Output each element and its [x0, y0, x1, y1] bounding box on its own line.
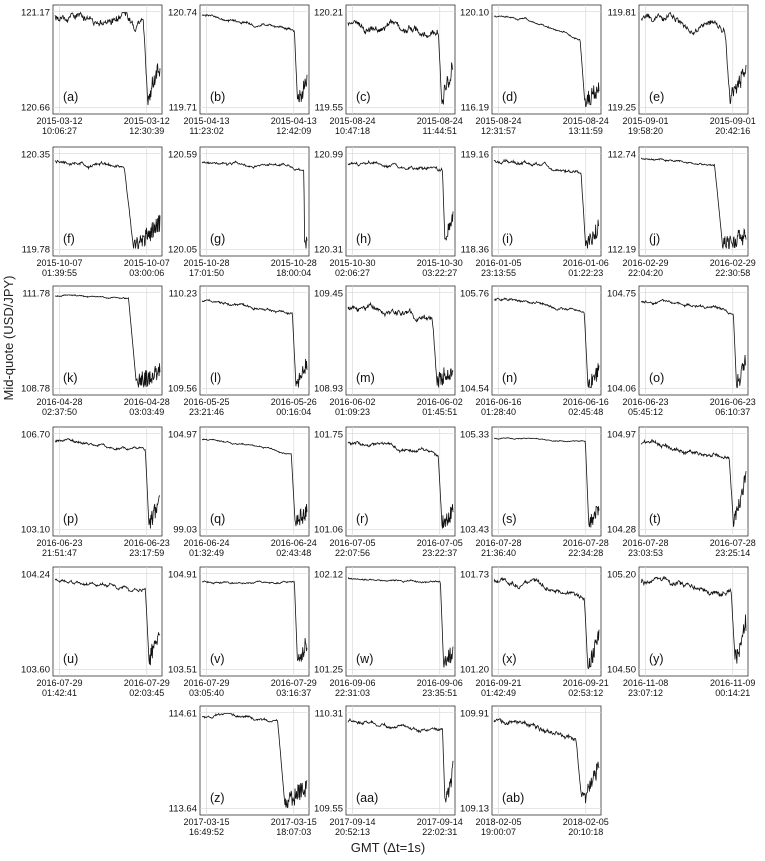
- panel-p: [21, 427, 170, 558]
- x-tick-start: 2017-09-14 20:52:13: [329, 817, 376, 837]
- y-tick-min: 104.06: [606, 383, 636, 395]
- y-tick-max: 104.24: [20, 569, 50, 581]
- panel-r: [314, 427, 463, 558]
- x-tick-end: 2017-03-15 18:07:03: [270, 817, 317, 837]
- panel-c: [314, 5, 463, 136]
- panel-s: [460, 427, 609, 558]
- y-tick-min: 101.20: [459, 664, 489, 676]
- x-tick-start: 2016-11-08 23:07:12: [622, 678, 669, 698]
- panel-letter: (c): [356, 90, 371, 104]
- x-tick-start: 2015-09-01 19:58:20: [622, 116, 669, 136]
- x-tick-start: 2016-04-28 02:37:50: [36, 397, 83, 417]
- x-tick-start: 2017-03-15 16:49:52: [183, 817, 230, 837]
- x-tick-start: 2015-04-13 11:23:02: [183, 116, 230, 136]
- panel-aa: [314, 706, 463, 837]
- x-tick-start: 2015-08-24 10:47:18: [329, 116, 376, 136]
- panel-letter: (m): [356, 371, 375, 385]
- y-tick-max: 104.75: [606, 288, 636, 300]
- x-tick-start: 2015-03-12 10:06:27: [36, 116, 83, 136]
- y-tick-min: 119.55: [314, 102, 343, 114]
- panel-letter: (a): [63, 90, 79, 104]
- y-tick-min: 116.19: [460, 102, 489, 114]
- panel-letter: (y): [649, 652, 664, 666]
- panel-ab: [460, 706, 609, 837]
- y-tick-max: 104.91: [167, 569, 197, 581]
- y-tick-min: 104.28: [606, 524, 636, 536]
- x-tick-end: 2016-07-05 23:22:37: [416, 538, 463, 558]
- y-tick-max: 110.23: [168, 288, 197, 300]
- x-tick-end: 2016-07-28 22:34:28: [562, 538, 609, 558]
- x-tick-end: 2016-06-16 02:45:48: [562, 397, 609, 417]
- y-tick-min: 112.19: [607, 244, 636, 256]
- y-tick-min: 104.54: [459, 383, 489, 395]
- panel-letter: (aa): [356, 791, 379, 805]
- y-tick-max: 111.78: [22, 288, 50, 300]
- y-tick-min: 101.06: [313, 524, 343, 536]
- y-tick-min: 113.64: [168, 803, 197, 815]
- y-tick-min: 108.93: [313, 383, 343, 395]
- y-tick-max: 105.33: [459, 429, 489, 441]
- y-tick-max: 110.31: [314, 708, 343, 720]
- x-tick-start: 2016-06-24 01:32:49: [183, 538, 230, 558]
- y-tick-max: 101.75: [313, 429, 343, 441]
- x-tick-end: 2016-09-21 02:53:12: [562, 678, 609, 698]
- panel-letter: (t): [649, 512, 661, 526]
- x-tick-end: 2016-06-02 01:45:51: [416, 397, 463, 417]
- x-tick-start: 2015-10-28 17:01:50: [183, 258, 230, 278]
- panel-x: [460, 567, 609, 698]
- y-tick-min: 103.10: [20, 524, 50, 536]
- panel-letter: (r): [356, 512, 369, 526]
- panel-letter: (i): [502, 232, 514, 246]
- y-tick-max: 120.35: [20, 149, 50, 161]
- y-tick-max: 106.70: [20, 429, 50, 441]
- panel-letter: (e): [649, 90, 665, 104]
- panel-grid: [21, 5, 756, 837]
- x-tick-end: 2016-07-29 03:16:37: [270, 678, 317, 698]
- panel-letter: (b): [210, 90, 226, 104]
- panel-letter: (x): [502, 652, 517, 666]
- panel-letter: (ab): [502, 791, 525, 805]
- panel-a: [21, 5, 170, 136]
- panel-letter: (j): [649, 232, 661, 246]
- panel-j: [608, 147, 756, 278]
- x-tick-end: 2015-10-30 03:22:27: [416, 258, 463, 278]
- y-tick-max: 120.21: [313, 7, 343, 19]
- panel-letter: (n): [502, 371, 518, 385]
- panel-letter: (d): [502, 90, 518, 104]
- x-tick-start: 2016-07-28 23:03:53: [622, 538, 669, 558]
- y-tick-min: 101.25: [313, 664, 343, 676]
- x-tick-start: 2015-10-30 02:06:27: [329, 258, 376, 278]
- x-tick-start: 2016-06-02 01:09:23: [329, 397, 376, 417]
- y-tick-min: 120.05: [167, 244, 197, 256]
- panel-k: [21, 286, 170, 417]
- panel-w: [314, 567, 463, 698]
- x-tick-end: 2016-09-06 23:35:51: [416, 678, 463, 698]
- y-tick-max: 121.17: [20, 7, 50, 19]
- x-tick-start: 2016-06-16 01:28:40: [475, 397, 522, 417]
- panel-v: [168, 567, 317, 698]
- y-tick-max: 120.74: [167, 7, 197, 19]
- panel-l: [168, 286, 317, 417]
- x-tick-end: 2015-04-13 12:42:09: [270, 116, 317, 136]
- x-tick-end: 2016-06-23 23:17:59: [123, 538, 170, 558]
- panel-e: [608, 5, 756, 136]
- x-tick-start: 2015-10-07 01:39:55: [36, 258, 83, 278]
- y-tick-max: 104.97: [606, 429, 636, 441]
- x-tick-end: 2016-04-28 03:03:49: [123, 397, 170, 417]
- panel-i: [461, 147, 609, 278]
- y-tick-min: 109.56: [167, 383, 197, 395]
- x-tick-end: 2017-09-14 22:02:31: [416, 817, 463, 837]
- panel-letter: (u): [63, 652, 79, 666]
- x-tick-end: 2015-10-07 03:00:06: [123, 258, 170, 278]
- y-tick-min: 103.51: [167, 664, 197, 676]
- y-tick-max: 102.12: [313, 569, 343, 581]
- y-tick-min: 119.25: [607, 102, 636, 114]
- x-tick-start: 2018-02-05 19:00:07: [475, 817, 522, 837]
- panel-y: [607, 567, 755, 698]
- y-tick-max: 119.16: [460, 149, 489, 161]
- panel-letter: (p): [63, 512, 79, 526]
- panel-letter: (s): [502, 512, 517, 526]
- x-tick-end: 2016-07-28 23:25:14: [709, 538, 756, 558]
- y-tick-min: 119.78: [21, 244, 50, 256]
- panel-z: [169, 706, 317, 837]
- x-tick-start: 2016-07-29 03:05:40: [183, 678, 230, 698]
- x-tick-end: 2016-06-23 06:10:37: [709, 397, 756, 417]
- x-tick-start: 2016-06-23 21:51:47: [36, 538, 83, 558]
- panel-letter: (g): [210, 232, 226, 246]
- y-tick-max: 109.45: [313, 288, 343, 300]
- panel-letter: (w): [356, 652, 374, 666]
- x-tick-end: 2015-10-28 18:00:04: [270, 258, 317, 278]
- x-tick-start: 2016-09-06 22:31:03: [329, 678, 376, 698]
- panel-letter: (k): [63, 371, 78, 385]
- panel-u: [21, 567, 170, 698]
- y-tick-max: 119.81: [607, 7, 636, 19]
- x-tick-end: 2016-06-24 02:43:48: [270, 538, 317, 558]
- y-tick-max: 120.10: [459, 7, 489, 19]
- y-tick-min: 120.66: [20, 102, 50, 114]
- x-tick-start: 2016-02-29 22:04:20: [622, 258, 669, 278]
- x-tick-end: 2015-03-12 12:30:39: [123, 116, 170, 136]
- y-tick-min: 104.50: [606, 664, 636, 676]
- x-tick-end: 2016-02-29 22:30:58: [709, 258, 756, 278]
- y-tick-min: 109.13: [459, 803, 489, 815]
- panel-letter: (l): [210, 371, 222, 385]
- x-tick-end: 2015-08-24 11:44:51: [416, 116, 463, 136]
- panel-letter: (v): [210, 652, 225, 666]
- panel-o: [607, 286, 756, 417]
- y-tick-min: 99.03: [173, 524, 197, 536]
- panel-t: [607, 427, 756, 558]
- y-tick-max: 114.61: [168, 708, 197, 720]
- x-tick-end: 2016-05-26 00:16:04: [270, 397, 317, 417]
- panel-n: [460, 286, 609, 417]
- x-tick-end: 2015-09-01 20:42:16: [709, 116, 756, 136]
- y-tick-min: 108.78: [20, 383, 50, 395]
- x-axis-title: GMT (Δt=1s): [350, 840, 426, 855]
- y-tick-max: 105.20: [606, 569, 636, 581]
- y-tick-max: 109.91: [459, 708, 489, 720]
- x-tick-start: 2016-06-23 05:45:12: [622, 397, 669, 417]
- panel-q: [168, 427, 317, 558]
- x-tick-end: 2016-01-06 01:22:23: [562, 258, 609, 278]
- panel-letter: (h): [356, 232, 372, 246]
- x-tick-start: 2016-09-21 01:42:49: [475, 678, 522, 698]
- panel-letter: (q): [210, 512, 226, 526]
- x-tick-end: 2015-08-24 13:11:59: [562, 116, 609, 136]
- x-tick-start: 2016-05-25 23:21:46: [183, 397, 230, 417]
- panel-d: [460, 5, 609, 136]
- y-tick-max: 112.74: [607, 149, 636, 161]
- panel-m: [314, 286, 463, 417]
- y-tick-max: 105.76: [459, 288, 489, 300]
- panel-h: [314, 147, 463, 278]
- y-tick-min: 103.60: [20, 664, 50, 676]
- y-tick-max: 120.99: [313, 149, 343, 161]
- panel-letter: (z): [210, 791, 225, 805]
- panel-g: [168, 147, 317, 278]
- panel-f: [21, 147, 170, 278]
- y-tick-max: 120.59: [167, 149, 197, 161]
- y-tick-min: 109.55: [313, 803, 343, 815]
- y-tick-min: 119.71: [168, 102, 197, 114]
- panel-letter: (f): [63, 232, 75, 246]
- x-tick-start: 2016-07-29 01:42:41: [36, 678, 83, 698]
- panel-letter: (o): [649, 371, 665, 385]
- x-tick-end: 2016-07-29 02:03:45: [123, 678, 170, 698]
- panel-b: [168, 5, 317, 136]
- y-tick-min: 103.43: [459, 524, 489, 536]
- x-tick-start: 2016-07-05 22:07:56: [329, 538, 376, 558]
- x-tick-end: 2018-02-05 20:10:18: [562, 817, 609, 837]
- x-tick-start: 2016-07-28 21:36:40: [475, 538, 522, 558]
- y-tick-min: 118.36: [460, 244, 489, 256]
- y-tick-max: 104.97: [167, 429, 197, 441]
- y-tick-min: 120.31: [313, 244, 343, 256]
- y-axis-title: Mid-quote (USD/JPY): [1, 275, 16, 401]
- x-tick-end: 2016-11-09 00:14:21: [710, 678, 756, 698]
- x-tick-start: 2016-01-05 23:13:55: [475, 258, 522, 278]
- y-tick-max: 101.73: [459, 569, 489, 581]
- x-tick-start: 2015-08-24 12:31:57: [475, 116, 522, 136]
